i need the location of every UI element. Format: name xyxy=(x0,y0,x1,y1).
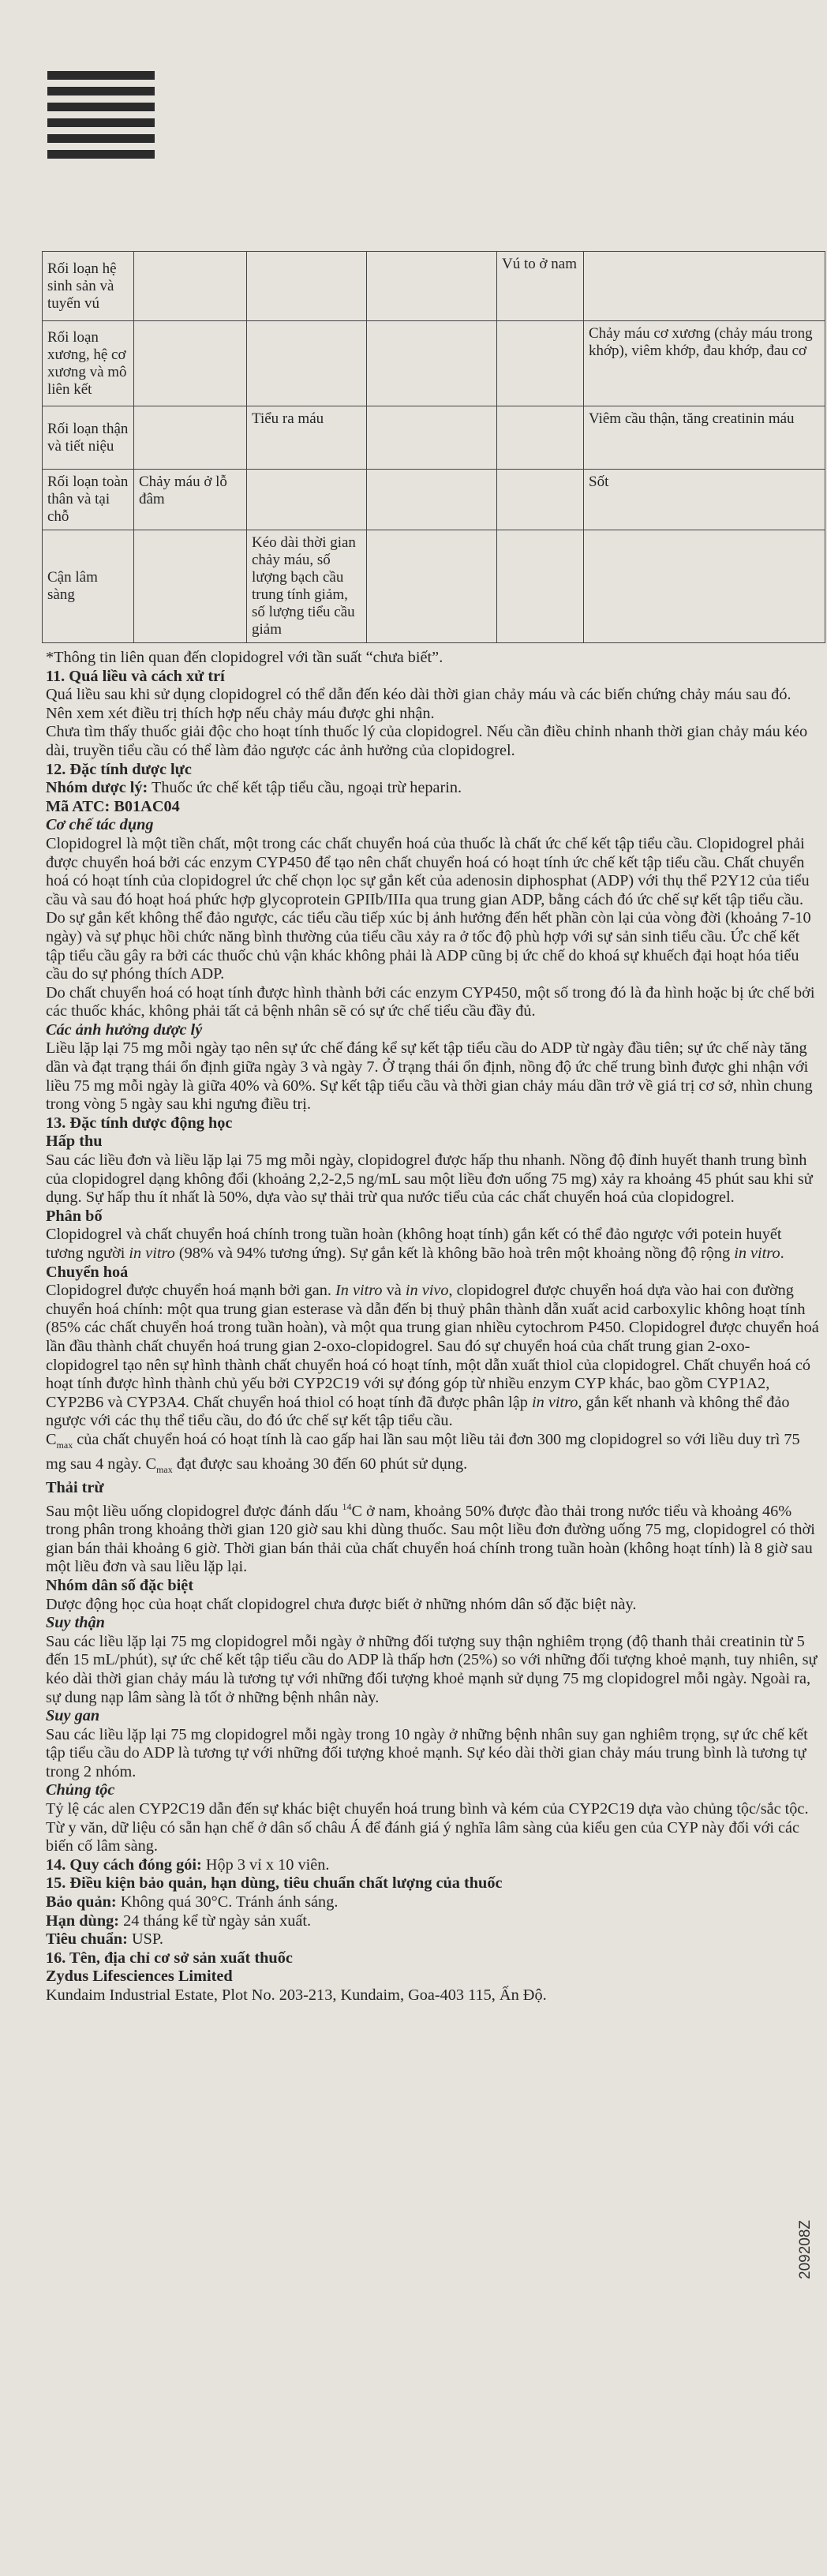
table-cell xyxy=(584,252,825,321)
organ-class-cell: Rối loạn hệ sinh sản và tuyến vú xyxy=(43,252,134,321)
serial-code: 209208Z xyxy=(797,2219,814,2279)
subsection-title-ethnicity: Chủng tộc xyxy=(46,1781,115,1799)
organ-class-cell: Cận lâm sàng xyxy=(43,530,134,643)
paragraph: Sau một liều uống clopidogrel được đánh dấu $^{14}$C ở nam, khoảng 50% được đào thải trong nước tiểu và khoảng 46% trong phân trong khoảng thời gian 120 giờ sau khi dùng thuốc. Sau một liều đơn đường uống 75 mg, clopidogrel có thời gian bán thải khoảng 6 giờ. Thời gian bán thải của chất chuyển hoá chính trong tuần hoàn (không hoạt tính) là 8 giờ sau một liều đơn và sau liều lặp lại. xyxy=(46,1500,815,1576)
paragraph: Clopidogrel và chất chuyển hoá chính trong tuần hoàn (không hoạt tính) gắn kết có thể đảo ngược với potein huyết tương người in vitro (98% và 94% tương ứng). Sự gắn kết là không bão hoà trên một khoảng nồng độ rộng in vitro. xyxy=(46,1226,784,1262)
table-cell xyxy=(367,470,497,530)
table-row xyxy=(43,406,825,470)
packaging: 14. Quy cách đóng gói: Hộp 3 vỉ x 10 viên. xyxy=(46,1855,330,1874)
table-cell: Vú to ở nam xyxy=(497,252,584,321)
table-row xyxy=(43,470,825,530)
paragraph: Quá liều sau khi sử dụng clopidogrel có thể dẫn đến kéo dài thời gian chảy máu và các biến chứng chảy máu sau đó. Nên xem xét điều trị thích hợp nếu chảy máu được ghi nhận. xyxy=(46,686,791,722)
subsection-title-metabolism: Chuyển hoá xyxy=(46,1263,129,1281)
manufacturer-name: Zydus Lifesciences Limited xyxy=(46,1968,233,1986)
table-cell xyxy=(497,321,584,406)
table-cell xyxy=(134,252,247,321)
section-title-pharmacodynamics: 12. Đặc tính dược lực xyxy=(46,760,192,778)
subsection-title-pharmacologic-effects: Các ảnh hưởng dược lý xyxy=(46,1020,203,1039)
section-title-pharmacokinetics: 13. Đặc tính dược động học xyxy=(46,1114,233,1132)
paragraph: Chưa tìm thấy thuốc giải độc cho hoạt tính thuốc lý của clopidogrel. Nếu cần điều chỉnh nhanh thời gian chảy máu kéo dài, truyền tiểu cầu có thể làm đảo ngược các ảnh hưởng của clopidogrel. xyxy=(46,723,808,759)
table-cell: Sốt xyxy=(584,470,825,530)
table-cell xyxy=(497,406,584,470)
table-cell xyxy=(497,530,584,643)
paragraph: Tỷ lệ các alen CYP2C19 dẫn đến sự khác biệt chuyển hoá trung bình và kém của CYP2C19 dựa vào chủng tộc/sắc tộc. Từ y văn, dữ liệu có sẵn hạn chế ở dân số châu Á để đánh giá ý nghĩa lâm sàng của kiểu gen của CYP này đối với các biến cố lâm sàng. xyxy=(46,1800,809,1855)
subsection-title-mechanism: Cơ chế tác dụng xyxy=(46,816,154,834)
table-cell xyxy=(584,530,825,643)
pharmacologic-group: Nhóm dược lý: Thuốc ức chế kết tập tiểu cầu, ngoại trừ heparin. xyxy=(46,779,462,797)
paragraph: $C_{max}$ của chất chuyển hoá có hoạt tính là cao gấp hai lần sau một liều tải đơn 300 mg clopidogrel so với liều duy trì 75 mg sau 4 ngày. $C_{max}$ đạt được sau khoảng 30 đến 60 phút sử dụng. xyxy=(46,1430,800,1475)
footnote: *Thông tin liên quan đến clopidogrel với tần suất “chưa biết”. xyxy=(46,649,443,666)
section-title-overdose: 11. Quá liều và cách xử trí xyxy=(46,667,225,685)
table-cell xyxy=(367,406,497,470)
paragraph: Clopidogrel là một tiền chất, một trong các chất chuyển hoá của thuốc là chất ức chế kết tập tiểu cầu. Clopidogrel phải được chuyển hoá bởi các enzym CYP450 để tạo nên chất chuyển hoá có hoạt tính ức chế kết tập tiểu cầu. Chất chuyển hoá có hoạt tính của clopidogrel ức chế chọn lọc sự gắn kết của adenosin diphosphat (ADP) với thụ thể P2Y12 của tiểu cầu và sau đó hoạt hoá phức hợp glycoprotein GPIIb/IIIa qua trung gian ADP, bằng cách đó ức chế sự kết tập tiểu cầu. Do sự gắn kết không thể đảo ngược, các tiểu cầu tiếp xúc bị ảnh hưởng đến hết phần còn lại của vòng đời (khoảng 7-10 ngày) và sự phục hồi chức năng bình thường của tiểu cầu xảy ra ở tốc độ phù hợp với sự sản sinh tiểu cầu. Ức chế kết tập tiểu cầu gây ra bởi các thuốc chủ vận khác không phải là ADP cũng bị ức chế do khoá sự khuếch đại hoạt hóa tiểu cầu do sự phóng thích ADP. xyxy=(46,834,811,983)
subsection-title-special-populations: Nhóm dân số đặc biệt xyxy=(46,1576,194,1594)
leaflet-body xyxy=(46,649,821,2005)
subsection-title-renal-impairment: Suy thận xyxy=(46,1614,105,1632)
table-row xyxy=(43,252,825,321)
adverse-effects-table xyxy=(42,251,825,643)
table-cell xyxy=(247,252,367,321)
paragraph: Dược động học của hoạt chất clopidogrel chưa được biết ở những nhóm dân số đặc biệt này. xyxy=(46,1595,637,1613)
manufacturer-address: Kundaim Industrial Estate, Plot No. 203-213, Kundaim, Goa-403 115, Ấn Độ. xyxy=(46,1986,547,2005)
paragraph: Do chất chuyển hoá có hoạt tính được hình thành bởi các enzym CYP450, một số trong đó là đa hình hoặc bị ức chế bởi các thuốc khác, không phải tất cả bệnh nhân sẽ có sự ức chế tiểu cầu đầy đủ. xyxy=(46,983,815,1020)
storage-line: Bảo quản: Không quá 30°C. Tránh ánh sáng. xyxy=(46,1893,339,1911)
paragraph: Liều lặp lại 75 mg mỗi ngày tạo nên sự ức chế đáng kể sự kết tập tiểu cầu do ADP từ ngày đầu tiên; sự ức chế này tăng dần và đạt trạng thái ổn định giữa ngày 3 và ngày 7. Ở trạng thái ổn định, nồng độ ức chế trung bình được ghi nhận với liều 75 mg mỗi ngày là giữa 40% và 60%. Sự kết tập tiểu cầu và thời gian chảy máu dần trở về giá trị cơ sở, nhìn chung trong vòng 5 ngày sau khi ngưng điều trị. xyxy=(46,1039,813,1114)
section-title-manufacturer: 16. Tên, địa chỉ cơ sở sản xuất thuốc xyxy=(46,1949,293,1967)
table-cell xyxy=(134,406,247,470)
standard-line: Tiêu chuẩn: USP. xyxy=(46,1930,163,1949)
barcode-graphic xyxy=(47,71,155,166)
table-cell: Chảy máu cơ xương (chảy máu trong khớp), viêm khớp, đau khớp, đau cơ xyxy=(584,321,825,406)
paragraph: Clopidogrel được chuyển hoá mạnh bởi gan. In vitro và in vivo, clopidogrel được chuyển hoá dựa vào hai con đường chuyển hoá chính: một qua trung gian esterase và dẫn đến bị thuỷ phân thành dẫn xuất acid carboxylic không hoạt tính (85% các chất chuyển hoá trong tuần hoàn), và một qua trung gian nhiều cytochrom P450. Clopidogrel được chuyển hoá lần đầu thành chất chuyển hoá trung gian 2-oxo-clopidogrel. Sau đó sự chuyển hoá của chất trung gian 2-oxo-clopidogrel tạo nên sự hình thành chất chuyển hoá có hoạt tính, một dẫn xuất thiol của clopidogrel. Chất chuyển hoá có hoạt tính được hình thành chủ yếu bởi CYP2C19 với sự đóng góp từ nhiều enzym CYP khác, bao gồm CYP1A2, CYP2B6 và CYP3A4. Chất chuyển hoá thiol có hoạt tính đã được phân lập in vitro, gắn kết nhanh và không thể đảo ngược với các thụ thể tiểu cầu, do đó ức chế sự kết tập tiểu cầu. xyxy=(46,1282,819,1430)
table-cell xyxy=(247,470,367,530)
shelf-life-line: Hạn dùng: 24 tháng kể từ ngày sản xuất. xyxy=(46,1911,312,1930)
table-row xyxy=(43,530,825,643)
table-cell xyxy=(134,530,247,643)
table-cell xyxy=(367,252,497,321)
table-cell xyxy=(497,470,584,530)
atc-code: Mã ATC: B01AC04 xyxy=(46,797,180,815)
organ-class-cell: Rối loạn xương, hệ cơ xương và mô liên kết xyxy=(43,321,134,406)
subsection-title-distribution: Phân bố xyxy=(46,1207,103,1225)
table-cell xyxy=(134,321,247,406)
subsection-title-absorption: Hấp thu xyxy=(46,1133,103,1151)
table-cell: Viêm cầu thận, tăng creatinin máu xyxy=(584,406,825,470)
paragraph: Sau các liều lặp lại 75 mg clopidogrel mỗi ngày ở những đối tượng suy thận nghiêm trọng (độ thanh thải creatinin từ 5 đến 15 mL/phút), sự ức chế kết tập tiểu cầu do ADP là thấp hơn (25%) so với những đối tượng khoẻ mạnh, tuy nhiên, sự kéo dài thời gian chảy máu là tương tự với những đối tượng khoẻ mạnh sử dụng 75 mg clopidogrel mỗi ngày. Ngoài ra, sự dung nạp lâm sàng là tốt ở những bệnh nhân này. xyxy=(46,1632,818,1706)
subsection-title-hepatic-impairment: Suy gan xyxy=(46,1707,100,1725)
table-cell: Tiểu ra máu xyxy=(247,406,367,470)
paragraph: Sau các liều đơn và liều lặp lại 75 mg mỗi ngày, clopidogrel được hấp thu nhanh. Nồng độ đỉnh huyết thanh trung bình của clopidogrel dạng không đổi (khoảng 2,2-2,5 ng/mL sau một liều đơn uống 75 mg) xảy ra khoảng 45 phút sau khi sử dụng. Sự hấp thu ít nhất là 50%, dựa vào sự thải trừ qua nước tiểu của các chất chuyển hoá của clopidogrel. xyxy=(46,1151,813,1207)
table-cell: Chảy máu ở lỗ đâm xyxy=(134,470,247,530)
paragraph: Sau các liều lặp lại 75 mg clopidogrel mỗi ngày trong 10 ngày ở những bệnh nhân suy gan nghiêm trọng, sự ức chế kết tập tiểu cầu do ADP là tương tự với những đối tượng khoẻ mạnh. Sự kéo dài thời gian chảy máu trung bình là tương tự trong 2 nhóm. xyxy=(46,1725,808,1780)
table-row xyxy=(43,321,825,406)
section-title-storage: 15. Điều kiện bảo quản, hạn dùng, tiêu chuẩn chất lượng của thuốc xyxy=(46,1874,503,1893)
table-cell xyxy=(247,321,367,406)
table-cell xyxy=(367,530,497,643)
table-cell xyxy=(367,321,497,406)
organ-class-cell: Rối loạn toàn thân và tại chỗ xyxy=(43,470,134,530)
organ-class-cell: Rối loạn thận và tiết niệu xyxy=(43,406,134,470)
table-cell: Kéo dài thời gian chảy máu, số lượng bạch cầu trung tính giảm, số lượng tiểu cầu giảm xyxy=(247,530,367,643)
subsection-title-elimination: Thải trừ xyxy=(46,1479,104,1497)
